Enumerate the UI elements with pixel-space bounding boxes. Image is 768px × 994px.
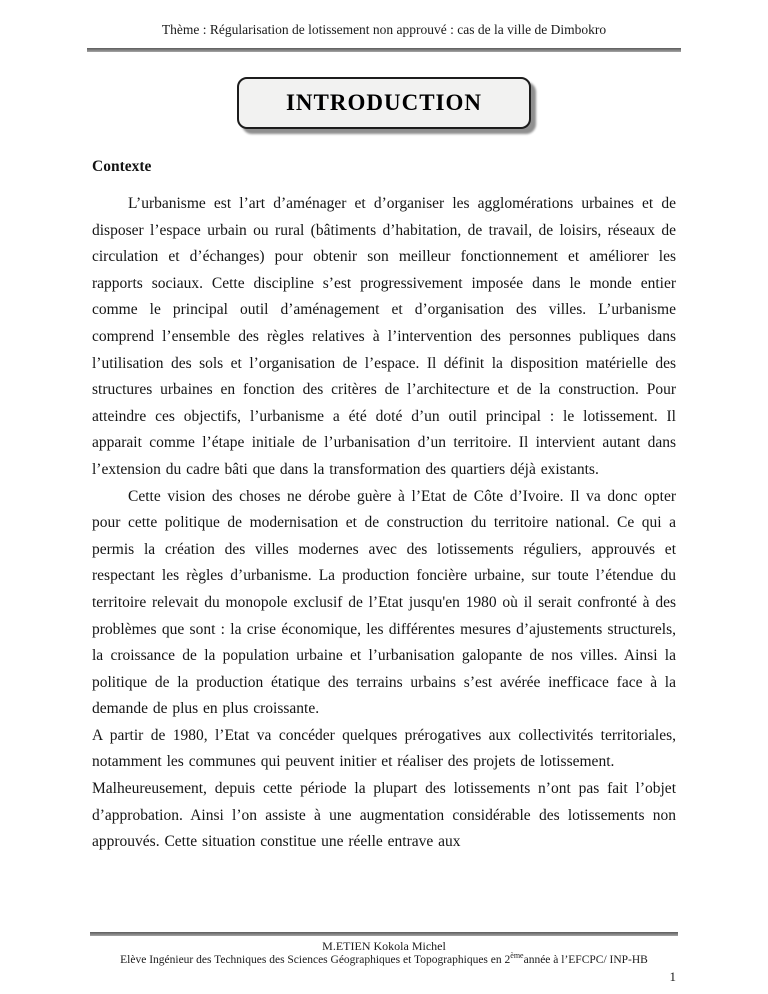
footer-affiliation [92,953,676,967]
header-theme-line: Thème : Régularisation de lotissement non approuvé : cas de la ville de Dimbokro [161,22,607,37]
footer-divider [90,932,678,936]
paragraph-1: L’urbanisme est l’art d’aménager et d’organiser les agglomérations urbaines et de disposer l’espace urbain ou rural (bâtiments d’habitation, de travail, de loisirs, réseaux de circulation et d’échanges) pour obtenir son meilleur fonctionnement et améliorer les rapports sociaux. Cette discipline s’est progressivement imposée dans le monde entier comme le principal outil d’aménagement et d’organisation des villes. L’urbanisme comprend l’ensemble des règles relatives à l’intervention des personnes publiques dans l’utilisation des sols et l’organisation de l’espace. Il définit la disposition matérielle des structures urbaines en fonction des critères de l’architecture et de la construction. Pour atteindre ces objectifs, l’urbanisme a été doté d’un outil principal : le lotissement. Il apparait comme l’étape initiale de l’urbanisation d’un territoire. Il intervient autant dans l’extension du cadre bâti que dans la transformation des quartiers déjà existants. [92,195,676,478]
footer-author: M.ETIEN Kokola Michel [322,939,446,953]
introduction-title-box [237,77,531,129]
introduction-title: INTRODUCTION [285,90,483,115]
paragraph-3: A partir de 1980, l’Etat va concéder quelques prérogatives aux collectivités territoriales, notamment les communes qui peuvent initier et réaliser des projets de lotissement. [92,726,676,771]
page-number: 1 [669,969,676,984]
footer-affiliation-superscript: ème [510,951,524,961]
page-footer [92,932,676,984]
footer-affiliation-suffix: année à l’EFCPC/ INP-HB [523,954,648,966]
paragraph-2: Cette vision des choses ne dérobe guère à l’Etat de Côte d’Ivoire. Il va donc opter pour cette politique de modernisation et de construction du territoire national. Ce qui a permis la création des villes modernes avec des lotissements réguliers, approuvés et respectant les règles d’urbanisme. La production foncière urbaine, sur toute l’étendue du territoire relevait du monopole exclusif de l’Etat jusqu'en 1980 où il serait confronté à des problèmes que sont : la crise économique, les différentes mesures d’ajustements structurels, la croissance de la population urbaine et l’urbanisation galopante de nos villes. Ainsi la politique de la production étatique des terrains urbains s’est avérée inefficace face à la demande de plus en plus croissante. [92,487,676,718]
footer-affiliation-prefix: Elève Ingénieur des Techniques des Sciences Géographiques et Topographiques en 2 [120,954,511,966]
section-heading-contexte: Contexte [92,158,152,175]
header-divider [87,48,681,52]
paragraph-4: Malheureusement, depuis cette période la plupart des lotissements n’ont pas fait l’objet d’approbation. Ainsi l’on assiste à une augmentation considérable des lotissements non approuvés. Cette situation constitue une réelle entrave aux [92,780,676,851]
body-text [92,191,676,856]
